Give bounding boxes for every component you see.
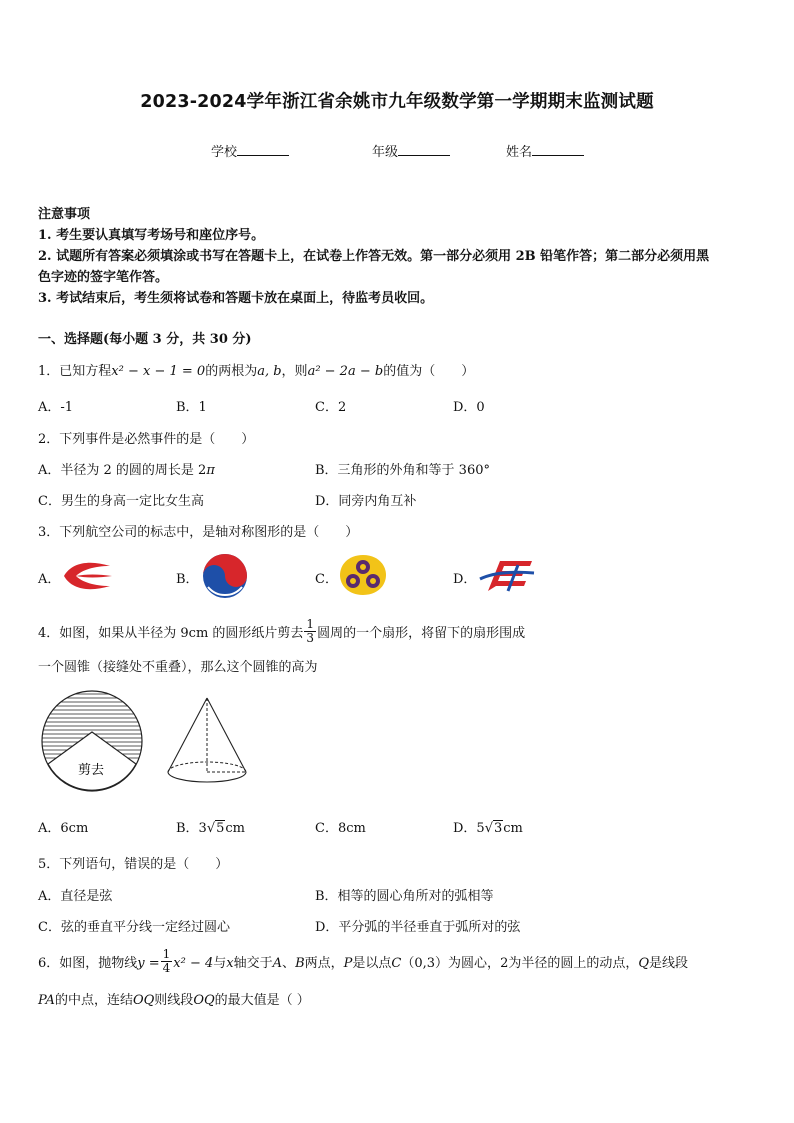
airline-logo-d-icon <box>478 555 536 597</box>
grade-field[interactable] <box>372 141 450 160</box>
question-5-stem: 5．下列语句，错误的是（ ） <box>38 857 229 872</box>
question-4-option-d[interactable]: D．5√3cm <box>453 821 523 836</box>
question-5-option-b[interactable]: B．相等的圆心角所对的弧相等 <box>315 889 494 904</box>
grade-label: 年级 <box>372 145 399 160</box>
question-2-stem: 2．下列事件是必然事件的是（ ） <box>38 432 255 447</box>
airline-logo-c-icon <box>338 553 388 597</box>
name-field[interactable] <box>506 141 584 160</box>
question-3-option-a-label[interactable]: A． <box>38 572 61 587</box>
airline-logo-a-icon <box>62 558 114 594</box>
question-4-option-a[interactable]: A．6cm <box>38 821 89 836</box>
name-label: 姓名 <box>506 145 533 160</box>
question-2-option-a[interactable]: A．半径为 2 的圆的周长是 2π <box>38 463 215 478</box>
notes-item-2-cont: 色字迹的签字笔作答。 <box>38 270 169 285</box>
question-1-option-b[interactable]: B．1 <box>176 400 207 415</box>
question-5-option-a[interactable]: A．直径是弦 <box>38 889 113 904</box>
section-heading: 一、选择题(每小题 3 分，共 30 分) <box>38 332 252 347</box>
question-2-option-d[interactable]: D．同旁内角互补 <box>315 494 417 509</box>
question-4-stem-line-2: 一个圆锥（接缝处不重叠），那么这个圆锥的高为 <box>38 660 318 675</box>
grade-blank[interactable] <box>398 143 450 156</box>
school-label: 学校 <box>211 145 238 160</box>
question-2-option-c[interactable]: C．男生的身高一定比女生高 <box>38 494 204 509</box>
question-6-stem-line-2: PA的中点，连结OQ则线段OQ的最大值是（ ） <box>38 993 310 1008</box>
school-blank[interactable] <box>237 143 289 156</box>
question-4-option-c[interactable]: C．8cm <box>315 821 366 836</box>
question-1-stem: 1．已知方程x² − x − 1 = 0的两根为a, b，则a² − 2a − b的值为（ ） <box>38 364 475 379</box>
airline-logo-b-icon <box>202 553 248 599</box>
question-1-option-a[interactable]: A．-1 <box>38 400 74 415</box>
notes-item-1: 1. 考生要认真填写考场号和座位序号。 <box>38 228 265 243</box>
question-1-option-d[interactable]: D．0 <box>453 400 485 415</box>
page-title: 2023-2024学年浙江省余姚市九年级数学第一学期期末监测试题 <box>140 92 654 112</box>
cone-figure <box>166 696 248 788</box>
notes-item-2: 2. 试题所有答案必须填涂或书写在答题卡上，在试卷上作答无效。第一部分必须用 2B 铅笔作答；第二部分必须用黑 <box>38 249 710 264</box>
name-blank[interactable] <box>532 143 584 156</box>
notes-heading: 注意事项 <box>38 207 91 222</box>
notes-item-3: 3. 考试结束后，考生须将试卷和答题卡放在桌面上，待监考员收回。 <box>38 291 434 306</box>
question-6-stem: 6．如图，抛物线y = $\frac{1}{4}$ x² − 4与x轴交于A、B两点，P是以点C（0,3）为圆心，2为半径的圆上的动点，Q是线段 <box>38 947 689 975</box>
question-1-option-c[interactable]: C．2 <box>315 400 347 415</box>
question-3-stem: 3．下列航空公司的标志中，是轴对称图形的是（ ） <box>38 525 359 540</box>
cut-figure-label: 剪去 <box>78 763 105 778</box>
question-3-option-d-label[interactable]: D． <box>453 572 477 587</box>
question-2-option-b[interactable]: B．三角形的外角和等于 360° <box>315 463 490 478</box>
question-5-option-c[interactable]: C．弦的垂直平分线一定经过圆心 <box>38 920 230 935</box>
question-4-stem: 4．如图，如果从半径为 9cm 的圆形纸片剪去 $\frac{1}{3}$ 圆周的一个扇形，将留下的扇形围成 <box>38 617 526 645</box>
question-3-option-b-label[interactable]: B． <box>176 572 199 587</box>
school-field[interactable] <box>211 141 289 160</box>
cut-circle-figure <box>40 690 146 794</box>
question-3-option-c-label[interactable]: C． <box>315 572 338 587</box>
question-4-option-b[interactable]: B．3√5cm <box>176 821 246 836</box>
question-5-option-d[interactable]: D．平分弧的半径垂直于弧所对的弦 <box>315 920 521 935</box>
